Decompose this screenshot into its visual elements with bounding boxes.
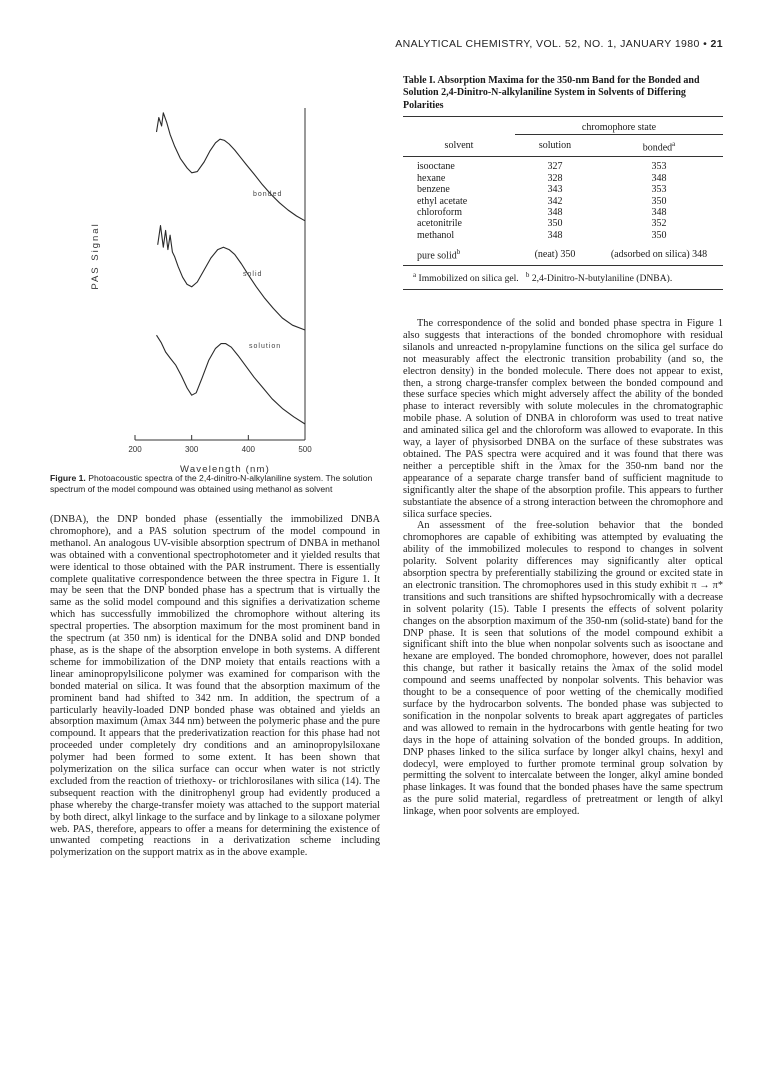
cell-solvent: benzene <box>417 184 450 196</box>
table-row <box>403 184 723 195</box>
cell-solution: 343 <box>547 184 563 196</box>
table-body <box>403 157 723 241</box>
pure-solid-bonded: (adsorbed on silica) 348 <box>610 248 708 260</box>
cell-bonded: 350 <box>651 195 667 207</box>
series-line-solution <box>157 335 306 424</box>
table-row <box>403 157 723 172</box>
running-head <box>395 38 723 50</box>
pure-solid-solution: (neat) 350 <box>534 248 576 260</box>
table-row <box>403 173 723 184</box>
group-header <box>515 117 723 136</box>
figure-caption <box>50 473 380 495</box>
table-1 <box>403 75 723 290</box>
figure-1 <box>55 68 380 508</box>
x-tick-label: 300 <box>184 445 199 454</box>
paragraph: (DNBA), the DNP bonded phase (essentially the immobilized DNBA chromophore), and a PAS solution spectrum of the model compound in methanol. An analogous UV-visible absorption spectrum of DNBA in methanol was obtained with a conventional spectrophotometer and it yielded results that were identical to those obtained with the PAR instrument. There is essentially complete qualitative correspondence between the three spectra in Figure 1. It may be seen that the DNP bonded phase has a spectrum that is virtually the same as the solid model compound and this signifies a derivatization scheme which has successfully immobilized the chromophore without altering its spectral properties. The absorption maximum for the most prominent band in the spectrum (at 350 nm) is identical for the DNBA solid and DNP bonded phase, as is the shape of the absorption envelope in both systems. A different scheme for immobilization of the DNP moiety that entails reactions with a linear aminopropylsilicone polymer was examined for comparison with the bonded material on silica. It was found that the absorption maximum of the prominent band had shifted to 342 nm. In addition, the spectrum of a particularly heavily-loaded DNP bonded phase was obtained and yields an absorption maximum (λmax 344 nm) between the polymeric phase and the pure compound. It appears that the prederivatization reaction for this phase had not proceeded under completely dry conditions and an aminopropylsiloxane polymer had been formed to some extent. It has been shown that polymerization on the silica surface can occur when water is not strictly excluded from the reaction of triethoxy- or trichlorosilanes with silica (14). The subsequent reaction with the dinitrophenyl group had evidently produced a phase whereby the charge-transfer moiety was attached to the support material by both direct, alkyl linkage to the surface and by linkage to a siloxane polymer web. PAS, therefore, appears to offer a means for determining the existence of unwanted competing reactions in a derivatization scheme including polymerization on the support matrix as in the above example. <box>50 514 380 859</box>
cell-solution: 342 <box>547 195 563 207</box>
cell-solution: 348 <box>547 206 563 218</box>
table-row <box>403 196 723 207</box>
body-column-right <box>403 318 723 818</box>
x-axis-label: Wavelength (nm) <box>180 464 270 475</box>
header-bonded: bonded$^a$ <box>642 139 676 153</box>
table-row <box>403 230 723 241</box>
cell-bonded: 348 <box>651 172 667 184</box>
body-column-left <box>50 514 380 859</box>
series-label-solid: solid <box>243 271 263 278</box>
footnote-b: 2,4-Dinitro-N-butylaniline (DNBA). <box>531 273 673 285</box>
journal-citation: ANALYTICAL CHEMISTRY, VOL. 52, NO. 1, JANUARY 1980 <box>395 38 700 50</box>
spectra-chart <box>55 68 380 478</box>
series-line-solid <box>158 226 305 330</box>
table-row <box>403 207 723 218</box>
cell-solvent: isooctane <box>417 161 455 173</box>
cell-solution: 350 <box>547 218 563 230</box>
series-label-solution: solution <box>249 343 282 350</box>
x-tick-label: 200 <box>128 445 142 454</box>
header-solution: solution <box>538 140 572 152</box>
paragraph: The correspondence of the solid and bonded phase spectra in Figure 1 also suggests that interactions of the bonded chromophore with residual silanols and unreacted n-propylamine functions on the silica gel surface do not measurably affect the electronic transition probability (and so, the electron density) in the bonded molecule. There does not appear to exist, then, a strong charge-transfer complex between the bonded compound and these surface species which might adversely affect the ability of the bonded phase to interact reversibly with solute molecules in the chromatographic mobile phase. A solution of DNBA in chloroform was used to treat native and aminated silica gel and the chloroform was allowed to evaporate. In this way, a layer of physisorbed DNBA on the surface of these substrates was obtained. The PAS spectra were acquired and it was found that there was neither a perceptible shift in the λmax for the 350-nm band nor the appearance of a separate charge transfer band of sufficient magnitude to significantly alter the shape of the absorption profile. This appears to further substantiate the absence of a strong interaction between the chromophore and silica surface species. <box>403 318 723 520</box>
page-number: 21 <box>710 38 723 50</box>
x-tick-label: 500 <box>298 445 312 454</box>
cell-solution: 328 <box>547 172 563 184</box>
group-header-label: chromophore state <box>581 122 657 134</box>
cell-solution: 348 <box>547 229 563 241</box>
caption-lead: Figure 1. <box>50 473 86 483</box>
table-row <box>403 218 723 229</box>
paragraph: An assessment of the free-solution behavior that the bonded chromophores are capable of exhibiting was attempted by evaluating the ability of the immobilized molecules to respond to changes in solvent polarity. Solvent polarity differences may significantly alter optical absorption spectra by preferentially stabilizing the ground or excited state in an electronic transition. The chromophores used in this study exhibit π → π* transitions and such transitions are shifted hypsochromically with a decrease in solvent polarity (15). Table I presents the effects of solvent polarity changes on the absorption maximum of the 350-nm (solid-state) band for the DNP phase. It is seen that solutions of the model compound exhibit a significant shift into the blue when nonpolar solvents such as isooctane and hexane are employed. The bonded chromophore, however, does not parallel this change, but rather it basically retains the λmax of the solid model compound and seems unaffected by nonpolar solvents. This behavior was thought to be a consequence of poor wetting of the chemically modified surface by the hydrocarbon solvents. The bonded phase was subjected to sonification in the nonpolar solvents to break apart aggregates of particles and was allowed to remain in the hydrocarbons with gentle heating for two days in the hope of attaining solvation of the bonded groups. In addition, DNP phases linked to the silica surface by longer alkyl chains, hexyl and dodecyl, were employed to further promote terminal group solvation by permitting the solvent to intercalate between the longer, alkyl amine bonded phase linkages. It was found that the bonded phases have the same spectrum as the pure solid material, regardless of pretreatment or length of alkyl linkage, when poor solvents are employed. <box>403 520 723 818</box>
header-solvent: solvent <box>444 140 474 152</box>
footnote-a-mark: a <box>413 270 417 279</box>
x-tick-label: 400 <box>241 445 256 454</box>
table-title: Table I. Absorption Maxima for the 350-nm Band for the Bonded and Solution 2,4-Dinitro-N-alkylaniline System in Solvents of Differing Polarities <box>403 75 700 111</box>
cell-solvent: acetonitrile <box>417 218 462 230</box>
bullet-separator: • <box>703 38 711 50</box>
cell-bonded: 352 <box>651 218 667 230</box>
cell-bonded: 353 <box>651 161 667 173</box>
table-row-pure-solid <box>403 241 723 265</box>
cell-solution: 327 <box>547 161 563 173</box>
cell-solvent: ethyl acetate <box>417 195 468 207</box>
footnote-b-mark: b <box>525 270 530 279</box>
cell-solvent: hexane <box>417 172 446 184</box>
y-axis-label: PAS Signal <box>90 222 101 290</box>
footnote-a: Immobilized on silica gel. <box>418 273 519 285</box>
cell-bonded: 348 <box>651 206 667 218</box>
pure-solid-label: pure solid$^b$ <box>417 248 461 262</box>
cell-bonded: 350 <box>651 229 667 241</box>
cell-bonded: 353 <box>651 184 667 196</box>
series-line-bonded <box>157 113 306 221</box>
cell-solvent: methanol <box>417 229 455 241</box>
table-footnotes <box>403 266 723 289</box>
series-label-bonded: bonded <box>253 191 283 198</box>
cell-solvent: chloroform <box>417 206 462 218</box>
absorption-table <box>403 117 723 265</box>
table-bottom-rule <box>403 289 723 290</box>
caption-text: Photoacoustic spectra of the 2,4-dinitro-N-alkylaniline system. The solution spectrum of the model compound was obtained using methanol as solvent <box>50 473 373 494</box>
